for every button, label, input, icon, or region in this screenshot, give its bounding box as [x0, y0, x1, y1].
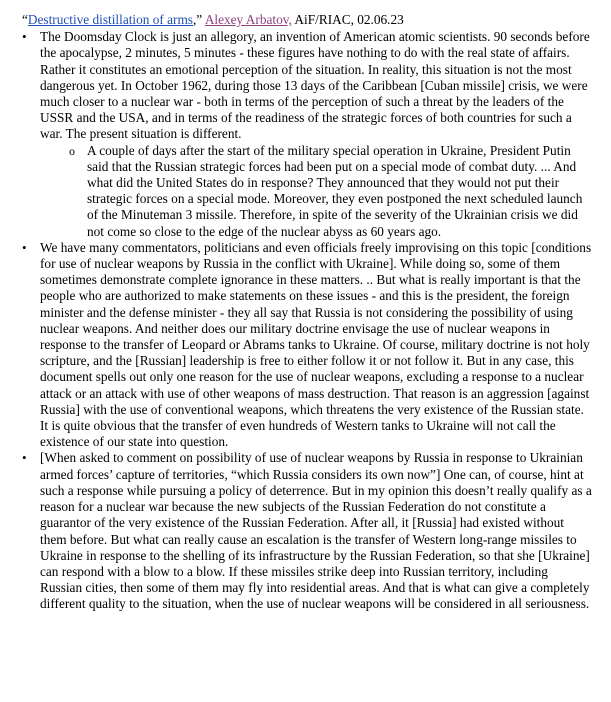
bullet-icon: • [22, 450, 27, 466]
bullet-item [22, 29, 593, 240]
bullet-text: The Doomsday Clock is just an allegory, an invention of American atomic scientists. 90 seconds before the apocalypse, 2 minutes, 5 minutes - these figures have nothing to do with the real state of affairs. Rather it constitutes an emotional perception of the situation. In reality, this situation is not the most dangerous yet. In October 1962, during those 13 days of the Caribbean [Cuban missile] crisis, we were much closer to a nuclear war - both in terms of the perception of such a threat by the leaders of the USSR and the USA, and in terms of the readiness of the strategic forces of both countries for such a war. The present situation is different. [40, 29, 590, 142]
bullet-text: We have many commentators, politicians and even officials freely improvising on this topic [conditions for use of nuclear weapons by Russia in the conflict with Ukraine]. While doing so, some of them sometimes demonstrate complete ignorance in these matters. .. But what is really important is that the people who are authorized to make statements on these issues - and this is the president, the foreign minister and the defense minister - they all say that Russia is not considering the possibility of using nuclear weapons. And neither does our military doctrine envisage the use of nuclear weapons in response to the transfer of Leopard or Abrams tanks to Ukraine. Of course, military doctrine is not holy scripture, and the [Russian] leadership is free to either follow it or not follow it. But in any case, this document spells out only one reason for the use of nuclear weapons, excluding a response to a nuclear attack or an attack with use of other weapons of mass destruction. That reason is an aggression [against Russia] with the use of conventional weapons, which threatens the very existence of the Russian state. It is quite obvious that the transfer of even hundreds of Western tanks to Ukraine will not call the existence of our state into question. [40, 239, 592, 450]
bullet-list [22, 29, 593, 612]
source-line [22, 12, 593, 28]
sub-bullet-text: A couple of days after the start of the military special operation in Ukraine, President Putin said that the Russian strategic forces had been put on a special mode of combat duty. ... And what did the United States do in response? They announced that they would not put their strategic forces on a special mode. Moreover, they even postponed the next scheduled launch of the Minuteman 3 missile. Therefore, in spite of the severity of the Ukrainian crisis we did not come so close to the edge of the nuclear abyss as 60 years ago. [87, 142, 583, 239]
sub-bullet-icon: o [69, 143, 75, 158]
bullet-icon: • [22, 29, 27, 45]
author-link[interactable]: Alexey Arbatov, [204, 12, 292, 27]
bullet-item [22, 240, 593, 451]
sub-bullet-item [69, 143, 593, 240]
bullet-text: [When asked to comment on possibility of use of nuclear weapons by Russia in response to Ukrainian armed forces’ capture of territories, “which Russia considers its own now”] One can, of course, hint at such a response while pursuing a policy of deterrence. But in my opinion this doesn’t really qualify as a reason for a nuclear war because the new subjects of the Russian Federation do not constitute a guarantor of the very existence of the Russian Federation. After all, it [Russia] had existed without them before. But what can really cause an escalation is the transfer of Western long-range missiles to Ukraine in response to the shelling of its infrastructure by the Russian Federation, so that she [Ukraine] can respond with a blow to a blow. If these missiles strike deep into Russian territory, including Russian cities, then some of them may fly into residential areas. And that is what can give a completely different quality to the situation, when the use of nuclear weapons will be considered in all seriousness. [40, 450, 592, 612]
bullet-item [22, 450, 593, 612]
source-info: AiF/RIAC, 02.06.23 [291, 12, 404, 27]
article-title-link[interactable]: Destructive distillation of arms [27, 12, 193, 27]
title-close: ,” [192, 12, 205, 27]
bullet-icon: • [22, 239, 27, 255]
sub-bullet-list [40, 143, 593, 240]
open-quote: “ [22, 12, 28, 27]
